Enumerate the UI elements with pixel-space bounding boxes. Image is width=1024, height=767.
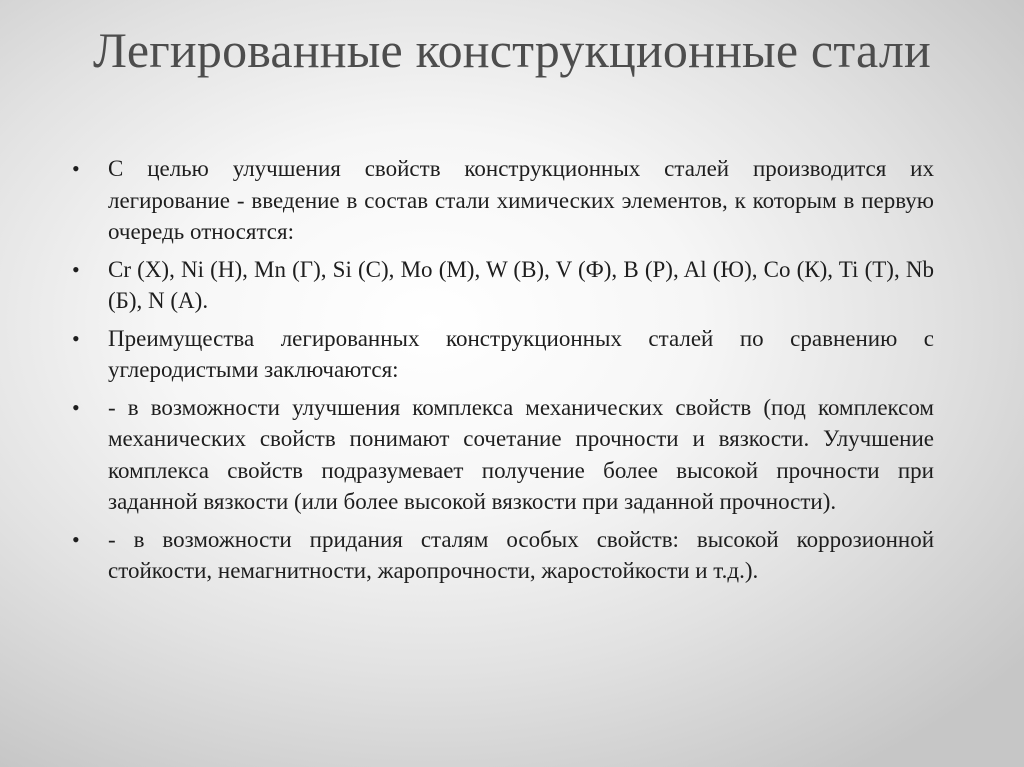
bullet-item-5 <box>72 524 934 587</box>
bullet-text: Cr (Х), Ni (Н), Mn (Г), Si (С), Mo (М), W (В), V (Ф), B (Р), Al (Ю), Co (К), Ti (Т), Nb (Б), N (А). <box>108 256 934 313</box>
bullet-text: - в возможности придания сталям особых свойств: высокой коррозионной стойкости, немагнитности, жаропрочности, жаростойкости и т.д.). <box>108 526 934 583</box>
bullet-icon: • <box>72 325 80 351</box>
bullet-text: С целью улучшения свойств конструкционных сталей производится их легирование - введение в состав стали химических элементов, к которым в первую очередь относятся: <box>108 156 934 244</box>
slide-title: Легированные конструкционные стали <box>93 22 931 78</box>
bullet-text: - в возможности улучшения комплекса механических свойств (под комплексом механических свойств понимают сочетание прочности и вязкости. Улучшение комплекса свойств подразумевает получение более высокой прочности при заданной вязкости (или более высокой вязкости при заданной прочности). <box>108 394 934 514</box>
bullet-item-3 <box>72 323 934 386</box>
bullet-list <box>72 153 934 593</box>
bullet-item-1 <box>72 153 934 248</box>
bullet-text: Преимущества легированных конструкционных сталей по сравнению с углеродистыми заключаются: <box>108 325 934 382</box>
bullet-item-2 <box>72 254 934 317</box>
bullet-icon: • <box>72 526 80 552</box>
bullet-icon: • <box>72 394 80 420</box>
bullet-item-4 <box>72 392 934 518</box>
bullet-icon: • <box>72 256 80 282</box>
bullet-icon: • <box>72 156 80 181</box>
